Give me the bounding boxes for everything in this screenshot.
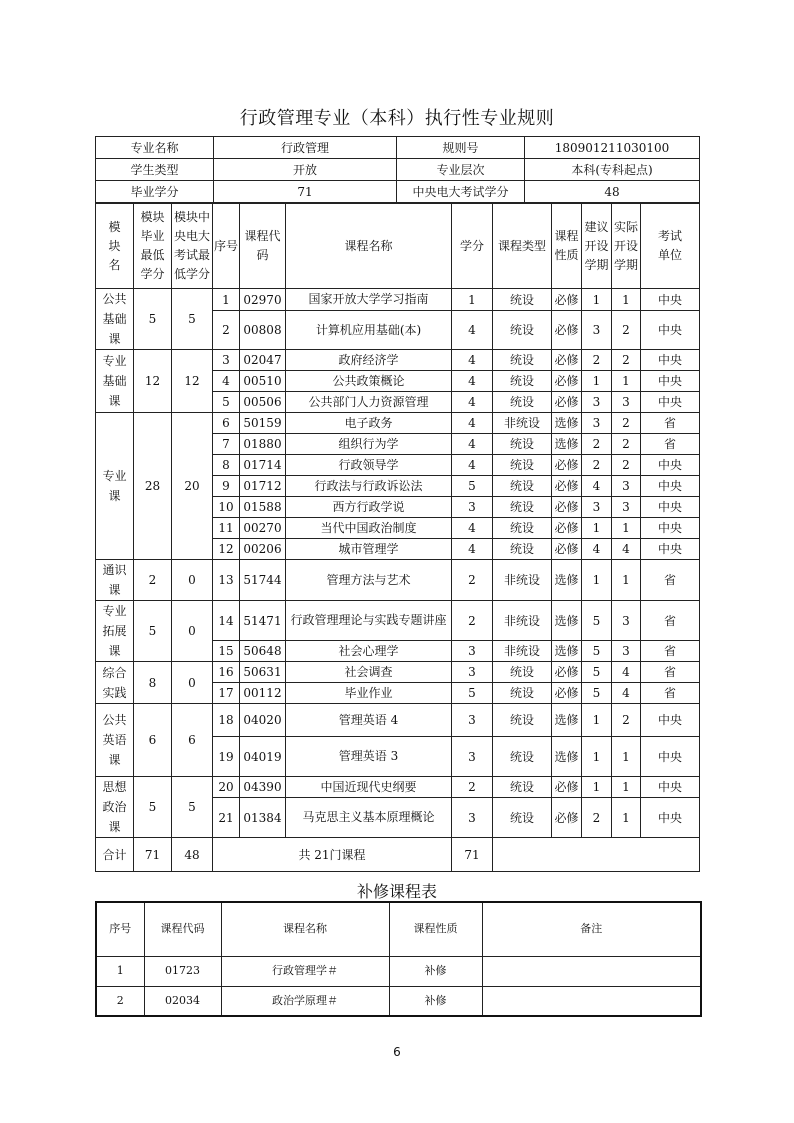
course-seq: 14 bbox=[213, 601, 240, 641]
course-code: 00206 bbox=[240, 539, 286, 560]
course-actual-term: 1 bbox=[612, 518, 641, 539]
course-type: 统设 bbox=[493, 434, 552, 455]
course-actual-term: 2 bbox=[612, 434, 641, 455]
course-code: 04019 bbox=[240, 737, 286, 777]
course-type: 统设 bbox=[493, 777, 552, 798]
course-actual-term: 3 bbox=[612, 392, 641, 413]
header-code: 课程代码 bbox=[240, 204, 286, 289]
course-nature: 选修 bbox=[552, 434, 582, 455]
course-name: 计算机应用基础(本) bbox=[286, 311, 452, 350]
course-name: 社会心理学 bbox=[286, 641, 452, 662]
course-nature: 必修 bbox=[552, 777, 582, 798]
course-exam-unit: 中央 bbox=[641, 311, 700, 350]
module-central-min-credits: 0 bbox=[172, 662, 213, 704]
header-exam-unit: 考试单位 bbox=[641, 204, 700, 289]
header-module: 模块名 bbox=[96, 204, 134, 289]
course-nature: 必修 bbox=[552, 497, 582, 518]
course-seq: 8 bbox=[213, 455, 240, 476]
header-actual-term: 实际开设学期 bbox=[612, 204, 641, 289]
course-row bbox=[96, 289, 700, 311]
course-name: 毕业作业 bbox=[286, 683, 452, 704]
course-credit: 4 bbox=[452, 455, 493, 476]
module-central-min-credits: 20 bbox=[172, 413, 213, 560]
course-name: 管理英语 4 bbox=[286, 704, 452, 737]
grad-credits-value: 71 bbox=[214, 181, 397, 203]
remedial-header-seq: 序号 bbox=[96, 902, 144, 956]
module-min-credits: 8 bbox=[134, 662, 172, 704]
course-exam-unit: 省 bbox=[641, 413, 700, 434]
course-exam-unit: 中央 bbox=[641, 289, 700, 311]
page-title: 行政管理专业（本科）执行性专业规则 bbox=[239, 108, 555, 129]
course-suggested-term: 5 bbox=[582, 683, 612, 704]
remedial-code: 02034 bbox=[144, 986, 221, 1016]
course-nature: 必修 bbox=[552, 371, 582, 392]
module-name: 综合实践 bbox=[96, 662, 134, 704]
course-seq: 6 bbox=[213, 413, 240, 434]
course-suggested-term: 3 bbox=[582, 392, 612, 413]
course-nature: 选修 bbox=[552, 413, 582, 434]
course-seq: 16 bbox=[213, 662, 240, 683]
course-credit: 4 bbox=[452, 413, 493, 434]
course-exam-unit: 中央 bbox=[641, 518, 700, 539]
course-seq: 2 bbox=[213, 311, 240, 350]
course-nature: 必修 bbox=[552, 798, 582, 838]
remedial-header-row bbox=[96, 902, 701, 956]
course-nature: 必修 bbox=[552, 662, 582, 683]
course-seq: 20 bbox=[213, 777, 240, 798]
course-credit: 5 bbox=[452, 683, 493, 704]
course-suggested-term: 5 bbox=[582, 641, 612, 662]
course-suggested-term: 1 bbox=[582, 777, 612, 798]
course-code: 51471 bbox=[240, 601, 286, 641]
course-suggested-term: 3 bbox=[582, 497, 612, 518]
course-row bbox=[96, 560, 700, 601]
course-code: 01588 bbox=[240, 497, 286, 518]
module-min-credits: 5 bbox=[134, 289, 172, 350]
course-actual-term: 2 bbox=[612, 350, 641, 371]
course-actual-term: 3 bbox=[612, 601, 641, 641]
course-credit: 3 bbox=[452, 497, 493, 518]
course-exam-unit: 中央 bbox=[641, 497, 700, 518]
module-min-credits: 5 bbox=[134, 601, 172, 662]
remedial-note bbox=[482, 956, 701, 986]
header-suggested-term: 建议开设学期 bbox=[582, 204, 612, 289]
course-exam-unit: 中央 bbox=[641, 737, 700, 777]
central-exam-value: 48 bbox=[525, 181, 700, 203]
remedial-name: 政治学原理＃ bbox=[221, 986, 389, 1016]
course-credit: 3 bbox=[452, 737, 493, 777]
course-type: 非统设 bbox=[493, 560, 552, 601]
info-row bbox=[96, 137, 700, 159]
rule-no-label: 规则号 bbox=[397, 137, 525, 159]
course-type: 非统设 bbox=[493, 641, 552, 662]
level-value: 本科(专科起点) bbox=[525, 159, 700, 181]
course-exam-unit: 中央 bbox=[641, 777, 700, 798]
course-credit: 4 bbox=[452, 350, 493, 371]
total-credits: 71 bbox=[452, 838, 493, 872]
course-suggested-term: 3 bbox=[582, 413, 612, 434]
course-name: 国家开放大学学习指南 bbox=[286, 289, 452, 311]
course-suggested-term: 1 bbox=[582, 518, 612, 539]
course-credit: 4 bbox=[452, 392, 493, 413]
course-credit: 1 bbox=[452, 289, 493, 311]
remedial-note bbox=[482, 986, 701, 1016]
course-type: 统设 bbox=[493, 662, 552, 683]
course-suggested-term: 1 bbox=[582, 737, 612, 777]
total-min-credits: 71 bbox=[134, 838, 172, 872]
course-suggested-term: 5 bbox=[582, 662, 612, 683]
course-type: 统设 bbox=[493, 476, 552, 497]
course-type: 统设 bbox=[493, 371, 552, 392]
course-exam-unit: 中央 bbox=[641, 392, 700, 413]
course-code: 00506 bbox=[240, 392, 286, 413]
module-central-min-credits: 0 bbox=[172, 601, 213, 662]
course-nature: 必修 bbox=[552, 311, 582, 350]
info-row bbox=[96, 159, 700, 181]
course-suggested-term: 5 bbox=[582, 601, 612, 641]
total-row bbox=[96, 838, 700, 872]
course-credit: 3 bbox=[452, 662, 493, 683]
course-actual-term: 4 bbox=[612, 683, 641, 704]
course-nature: 选修 bbox=[552, 641, 582, 662]
course-row bbox=[96, 413, 700, 434]
course-actual-term: 2 bbox=[612, 455, 641, 476]
module-min-credits: 12 bbox=[134, 350, 172, 413]
course-actual-term: 2 bbox=[612, 311, 641, 350]
remedial-header-note: 备注 bbox=[482, 902, 701, 956]
course-suggested-term: 1 bbox=[582, 371, 612, 392]
course-suggested-term: 2 bbox=[582, 455, 612, 476]
total-course-count: 共 21门课程 bbox=[213, 838, 452, 872]
course-name: 马克思主义基本原理概论 bbox=[286, 798, 452, 838]
course-type: 统设 bbox=[493, 798, 552, 838]
course-type: 统设 bbox=[493, 518, 552, 539]
course-nature: 必修 bbox=[552, 683, 582, 704]
module-name: 专业拓展课 bbox=[96, 601, 134, 662]
course-row bbox=[96, 350, 700, 371]
course-credit: 3 bbox=[452, 798, 493, 838]
course-actual-term: 1 bbox=[612, 560, 641, 601]
header-type: 课程类型 bbox=[493, 204, 552, 289]
course-actual-term: 3 bbox=[612, 476, 641, 497]
course-credit: 2 bbox=[452, 560, 493, 601]
course-seq: 15 bbox=[213, 641, 240, 662]
course-exam-unit: 中央 bbox=[641, 455, 700, 476]
course-code: 50648 bbox=[240, 641, 286, 662]
program-info-table bbox=[95, 136, 700, 203]
header-credit: 学分 bbox=[452, 204, 493, 289]
course-name: 行政领导学 bbox=[286, 455, 452, 476]
course-credit: 2 bbox=[452, 777, 493, 798]
course-code: 00270 bbox=[240, 518, 286, 539]
course-seq: 3 bbox=[213, 350, 240, 371]
course-seq: 11 bbox=[213, 518, 240, 539]
course-actual-term: 2 bbox=[612, 413, 641, 434]
course-name: 西方行政学说 bbox=[286, 497, 452, 518]
course-type: 统设 bbox=[493, 704, 552, 737]
course-exam-unit: 中央 bbox=[641, 539, 700, 560]
course-credit: 4 bbox=[452, 371, 493, 392]
course-credit: 4 bbox=[452, 311, 493, 350]
course-actual-term: 1 bbox=[612, 777, 641, 798]
course-name: 管理方法与艺术 bbox=[286, 560, 452, 601]
course-type: 统设 bbox=[493, 289, 552, 311]
course-type: 统设 bbox=[493, 392, 552, 413]
course-code: 04390 bbox=[240, 777, 286, 798]
course-suggested-term: 1 bbox=[582, 704, 612, 737]
course-seq: 7 bbox=[213, 434, 240, 455]
course-credit: 3 bbox=[452, 641, 493, 662]
curriculum-table bbox=[95, 203, 700, 872]
course-seq: 12 bbox=[213, 539, 240, 560]
course-exam-unit: 省 bbox=[641, 560, 700, 601]
course-credit: 2 bbox=[452, 601, 493, 641]
course-code: 01384 bbox=[240, 798, 286, 838]
course-name: 组织行为学 bbox=[286, 434, 452, 455]
remedial-nature: 补修 bbox=[389, 986, 482, 1016]
module-central-min-credits: 0 bbox=[172, 560, 213, 601]
course-seq: 19 bbox=[213, 737, 240, 777]
info-row bbox=[96, 181, 700, 203]
course-nature: 必修 bbox=[552, 392, 582, 413]
course-code: 50159 bbox=[240, 413, 286, 434]
header-name: 课程名称 bbox=[286, 204, 452, 289]
course-seq: 4 bbox=[213, 371, 240, 392]
course-type: 统设 bbox=[493, 311, 552, 350]
course-seq: 21 bbox=[213, 798, 240, 838]
course-name: 城市管理学 bbox=[286, 539, 452, 560]
course-type: 统设 bbox=[493, 737, 552, 777]
remedial-table bbox=[95, 901, 702, 1017]
module-min-credits: 6 bbox=[134, 704, 172, 777]
course-nature: 必修 bbox=[552, 518, 582, 539]
course-exam-unit: 中央 bbox=[641, 371, 700, 392]
course-suggested-term: 2 bbox=[582, 798, 612, 838]
course-exam-unit: 省 bbox=[641, 641, 700, 662]
module-central-min-credits: 5 bbox=[172, 289, 213, 350]
course-code: 00808 bbox=[240, 311, 286, 350]
module-central-min-credits: 12 bbox=[172, 350, 213, 413]
central-exam-label: 中央电大考试学分 bbox=[397, 181, 525, 203]
course-credit: 5 bbox=[452, 476, 493, 497]
module-min-credits: 5 bbox=[134, 777, 172, 838]
course-exam-unit: 省 bbox=[641, 683, 700, 704]
level-label: 专业层次 bbox=[397, 159, 525, 181]
course-actual-term: 3 bbox=[612, 497, 641, 518]
course-type: 非统设 bbox=[493, 601, 552, 641]
course-actual-term: 2 bbox=[612, 704, 641, 737]
course-seq: 5 bbox=[213, 392, 240, 413]
course-code: 02047 bbox=[240, 350, 286, 371]
course-name: 政府经济学 bbox=[286, 350, 452, 371]
course-actual-term: 1 bbox=[612, 737, 641, 777]
course-exam-unit: 中央 bbox=[641, 798, 700, 838]
course-seq: 10 bbox=[213, 497, 240, 518]
course-code: 02970 bbox=[240, 289, 286, 311]
course-seq: 18 bbox=[213, 704, 240, 737]
course-credit: 4 bbox=[452, 518, 493, 539]
course-name: 社会调查 bbox=[286, 662, 452, 683]
course-name: 公共部门人力资源管理 bbox=[286, 392, 452, 413]
course-code: 01880 bbox=[240, 434, 286, 455]
course-actual-term: 4 bbox=[612, 539, 641, 560]
remedial-name: 行政管理学＃ bbox=[221, 956, 389, 986]
course-suggested-term: 4 bbox=[582, 539, 612, 560]
total-label: 合计 bbox=[96, 838, 134, 872]
course-name: 中国近现代史纲要 bbox=[286, 777, 452, 798]
course-code: 51744 bbox=[240, 560, 286, 601]
remedial-code: 01723 bbox=[144, 956, 221, 986]
course-actual-term: 1 bbox=[612, 798, 641, 838]
course-name: 公共政策概论 bbox=[286, 371, 452, 392]
course-seq: 1 bbox=[213, 289, 240, 311]
course-name: 当代中国政治制度 bbox=[286, 518, 452, 539]
module-name: 专业基础课 bbox=[96, 350, 134, 413]
remedial-header-nature: 课程性质 bbox=[389, 902, 482, 956]
total-blank bbox=[493, 838, 700, 872]
remedial-title: 补修课程表 bbox=[356, 882, 437, 901]
remedial-seq: 2 bbox=[96, 986, 144, 1016]
remedial-seq: 1 bbox=[96, 956, 144, 986]
course-code: 50631 bbox=[240, 662, 286, 683]
course-nature: 必修 bbox=[552, 455, 582, 476]
course-type: 非统设 bbox=[493, 413, 552, 434]
course-seq: 9 bbox=[213, 476, 240, 497]
course-type: 统设 bbox=[493, 455, 552, 476]
module-min-credits: 28 bbox=[134, 413, 172, 560]
page-number: 6 bbox=[393, 1045, 401, 1059]
course-seq: 13 bbox=[213, 560, 240, 601]
student-type-label: 学生类型 bbox=[96, 159, 214, 181]
course-nature: 选修 bbox=[552, 560, 582, 601]
course-nature: 必修 bbox=[552, 476, 582, 497]
module-name: 通识课 bbox=[96, 560, 134, 601]
header-row bbox=[96, 204, 700, 289]
course-actual-term: 3 bbox=[612, 641, 641, 662]
module-name: 专业课 bbox=[96, 413, 134, 560]
remedial-row bbox=[96, 956, 701, 986]
course-nature: 选修 bbox=[552, 704, 582, 737]
course-name: 电子政务 bbox=[286, 413, 452, 434]
course-code: 00112 bbox=[240, 683, 286, 704]
course-code: 00510 bbox=[240, 371, 286, 392]
remedial-header-name: 课程名称 bbox=[221, 902, 389, 956]
major-label: 专业名称 bbox=[96, 137, 214, 159]
course-suggested-term: 2 bbox=[582, 434, 612, 455]
remedial-row bbox=[96, 986, 701, 1016]
module-name: 公共基础课 bbox=[96, 289, 134, 350]
header-nature: 课程性质 bbox=[552, 204, 582, 289]
course-nature: 选修 bbox=[552, 601, 582, 641]
course-row bbox=[96, 662, 700, 683]
course-credit: 4 bbox=[452, 539, 493, 560]
course-nature: 必修 bbox=[552, 289, 582, 311]
course-suggested-term: 3 bbox=[582, 311, 612, 350]
student-type-value: 开放 bbox=[214, 159, 397, 181]
total-central-min-credits: 48 bbox=[172, 838, 213, 872]
header-seq: 序号 bbox=[213, 204, 240, 289]
course-actual-term: 4 bbox=[612, 662, 641, 683]
remedial-header-code: 课程代码 bbox=[144, 902, 221, 956]
course-code: 01712 bbox=[240, 476, 286, 497]
header-module-min: 模块毕业最低学分 bbox=[134, 204, 172, 289]
course-name: 行政管理理论与实践专题讲座 bbox=[286, 601, 452, 641]
course-name: 管理英语 3 bbox=[286, 737, 452, 777]
course-exam-unit: 省 bbox=[641, 601, 700, 641]
course-type: 统设 bbox=[493, 350, 552, 371]
course-actual-term: 1 bbox=[612, 371, 641, 392]
course-seq: 17 bbox=[213, 683, 240, 704]
course-exam-unit: 中央 bbox=[641, 704, 700, 737]
course-name: 行政法与行政诉讼法 bbox=[286, 476, 452, 497]
course-credit: 4 bbox=[452, 434, 493, 455]
module-central-min-credits: 6 bbox=[172, 704, 213, 777]
course-nature: 必修 bbox=[552, 539, 582, 560]
course-row bbox=[96, 777, 700, 798]
course-suggested-term: 2 bbox=[582, 350, 612, 371]
course-suggested-term: 1 bbox=[582, 289, 612, 311]
course-nature: 必修 bbox=[552, 350, 582, 371]
module-central-min-credits: 5 bbox=[172, 777, 213, 838]
major-value: 行政管理 bbox=[214, 137, 397, 159]
course-exam-unit: 省 bbox=[641, 662, 700, 683]
remedial-nature: 补修 bbox=[389, 956, 482, 986]
course-credit: 3 bbox=[452, 704, 493, 737]
course-exam-unit: 中央 bbox=[641, 350, 700, 371]
rule-no-value: 180901211030100 bbox=[525, 137, 700, 159]
course-actual-term: 1 bbox=[612, 289, 641, 311]
course-row bbox=[96, 601, 700, 641]
module-name: 思想政治课 bbox=[96, 777, 134, 838]
course-type: 统设 bbox=[493, 683, 552, 704]
course-exam-unit: 中央 bbox=[641, 476, 700, 497]
course-exam-unit: 省 bbox=[641, 434, 700, 455]
course-code: 04020 bbox=[240, 704, 286, 737]
course-type: 统设 bbox=[493, 539, 552, 560]
course-type: 统设 bbox=[493, 497, 552, 518]
course-suggested-term: 4 bbox=[582, 476, 612, 497]
grad-credits-label: 毕业学分 bbox=[96, 181, 214, 203]
course-suggested-term: 1 bbox=[582, 560, 612, 601]
course-code: 01714 bbox=[240, 455, 286, 476]
module-name: 公共英语课 bbox=[96, 704, 134, 777]
header-module-central-min: 模块中央电大考试最低学分 bbox=[172, 204, 213, 289]
module-min-credits: 2 bbox=[134, 560, 172, 601]
course-nature: 选修 bbox=[552, 737, 582, 777]
course-row bbox=[96, 704, 700, 737]
